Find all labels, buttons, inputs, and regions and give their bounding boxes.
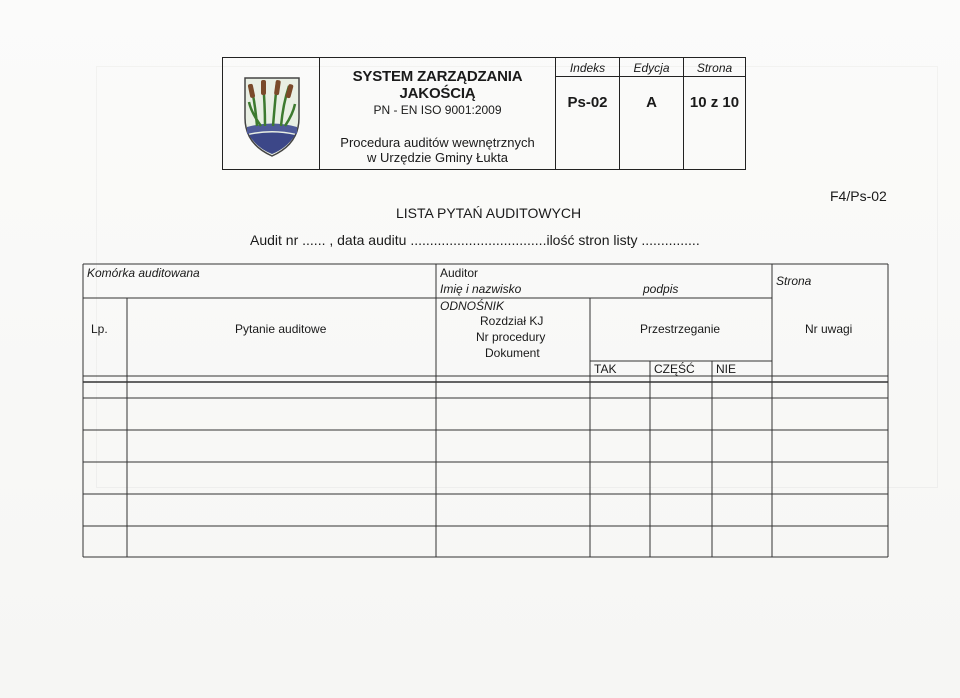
edition-label: Edycja [620, 60, 683, 77]
index-label: Indeks [556, 60, 619, 77]
logo-cell [223, 58, 320, 169]
document-label: Dokument [485, 346, 540, 360]
reference-header: ODNOŚNIK [440, 299, 505, 313]
compliance-yes-header: TAK [594, 362, 617, 376]
compliance-header: Przestrzeganie [640, 322, 721, 336]
auditor-label: Auditor [440, 266, 479, 280]
system-title: SYSTEM ZARZĄDZANIA JAKOŚCIĄ [352, 68, 523, 102]
compliance-partial-header: CZĘŚĆ [654, 362, 695, 376]
procedure-name-line2: w Urzędzie Gminy Łukta [367, 150, 508, 165]
remark-number-header: Nr uwagi [805, 322, 853, 336]
document-header [222, 57, 746, 170]
page-label: Strona [684, 60, 745, 77]
edition-column [620, 58, 684, 169]
row-number-header: Lp. [91, 322, 108, 336]
compliance-no-header: NIE [716, 362, 737, 376]
page-value: 10 z 10 [689, 94, 740, 111]
auditor-name-label: Imię i nazwisko [440, 282, 522, 296]
procedure-name-line1: Procedura auditów wewnętrznych [340, 135, 535, 150]
municipality-crest-icon [237, 72, 307, 158]
qms-chapter-label: Rozdział KJ [480, 314, 544, 328]
iso-norm: PN - EN ISO 9001:2009 [373, 103, 502, 117]
index-column [556, 58, 620, 169]
page-number-label: Strona [776, 274, 812, 288]
form-code: F4/Ps-02 [830, 188, 887, 204]
procedure-number-label: Nr procedury [476, 330, 546, 344]
header-title-cell [320, 58, 556, 169]
list-title: LISTA PYTAŃ AUDITOWYCH [396, 205, 582, 221]
audited-unit-label: Komórka auditowana [87, 266, 200, 280]
audit-question-header: Pytanie auditowe [235, 322, 327, 336]
audit-info-line: Audit nr ...... , data auditu ...................................ilość stron listy ............... [250, 232, 700, 248]
edition-value: A [646, 94, 657, 111]
index-value: Ps-02 [567, 94, 608, 111]
auditor-signature-label: podpis [643, 282, 679, 296]
page-column [684, 58, 745, 169]
